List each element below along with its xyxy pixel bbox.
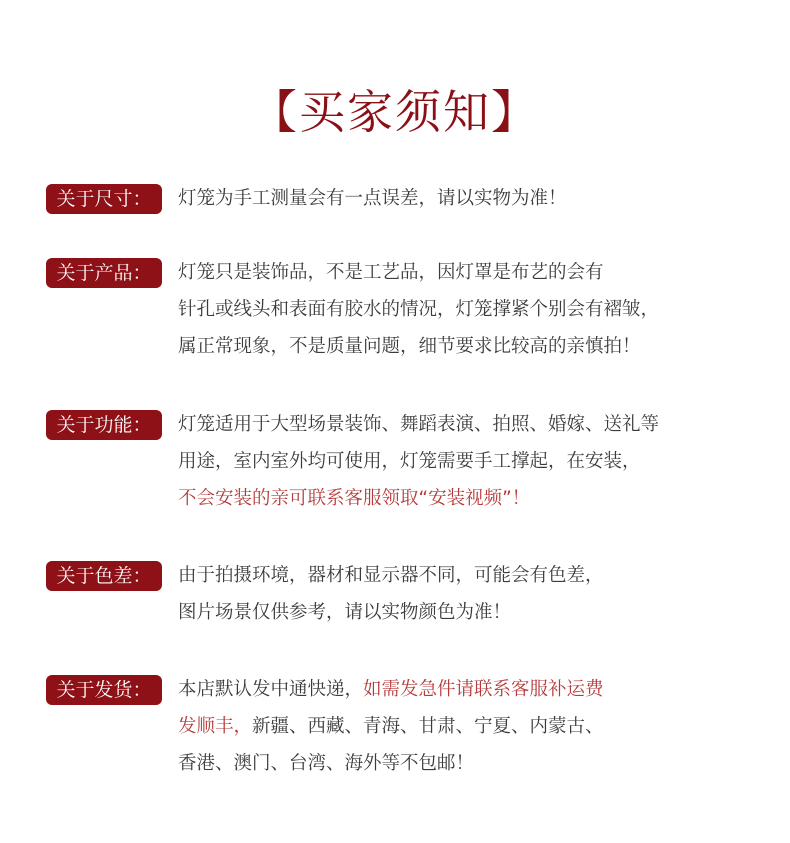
text-line: 由于拍摄环境，器材和显示器不同，可能会有色差， <box>178 565 604 586</box>
text-line: 用途，室内室外均可使用，灯笼需要手工撑起，在安装， <box>178 451 641 472</box>
section-label-color: 关于色差： <box>46 561 162 591</box>
text-line: 图片场景仅供参考，请以实物颜色为准！ <box>178 602 512 623</box>
text-line <box>178 674 738 711</box>
section-label-shipping: 关于发货： <box>46 675 162 705</box>
text-normal: 新疆、西藏、青海、甘肃、宁夏、内蒙古、 <box>252 716 604 737</box>
section-text-color <box>178 560 738 634</box>
express-note: 如需发急件请联系客服补运费 <box>363 679 604 700</box>
text-normal: 本店默认发中通快递， <box>178 679 364 700</box>
text-line: 灯笼只是装饰品，不是工艺品，因灯罩是布艺的会有 <box>178 262 604 283</box>
section-label-product: 关于产品： <box>46 258 162 288</box>
express-note: 发顺丰， <box>178 716 253 737</box>
text-line: 针孔或线头和表面有胶水的情况，灯笼撑紧个别会有褶皱， <box>178 299 660 320</box>
text-line: 香港、澳门、台湾、海外等不包邮！ <box>178 753 475 774</box>
section-label-size: 关于尺寸： <box>46 184 162 214</box>
install-video-note: 不会安装的亲可联系客服领取“安装视频”！ <box>178 488 531 509</box>
text-line: 灯笼适用于大型场景装饰、舞蹈表演、拍照、婚嫁、送礼等 <box>178 414 660 435</box>
text-line <box>178 711 738 748</box>
section-label-function: 关于功能： <box>46 410 162 440</box>
section-text-shipping <box>178 674 738 785</box>
text-line: 属正常现象，不是质量问题，细节要求比较高的亲慎拍！ <box>178 336 641 357</box>
section-text-product <box>178 257 738 368</box>
section-text-function <box>178 409 738 520</box>
page-title: 【买家须知】 <box>251 85 539 139</box>
section-text-size <box>178 183 738 220</box>
text-line: 灯笼为手工测量会有一点误差，请以实物为准！ <box>178 188 567 209</box>
